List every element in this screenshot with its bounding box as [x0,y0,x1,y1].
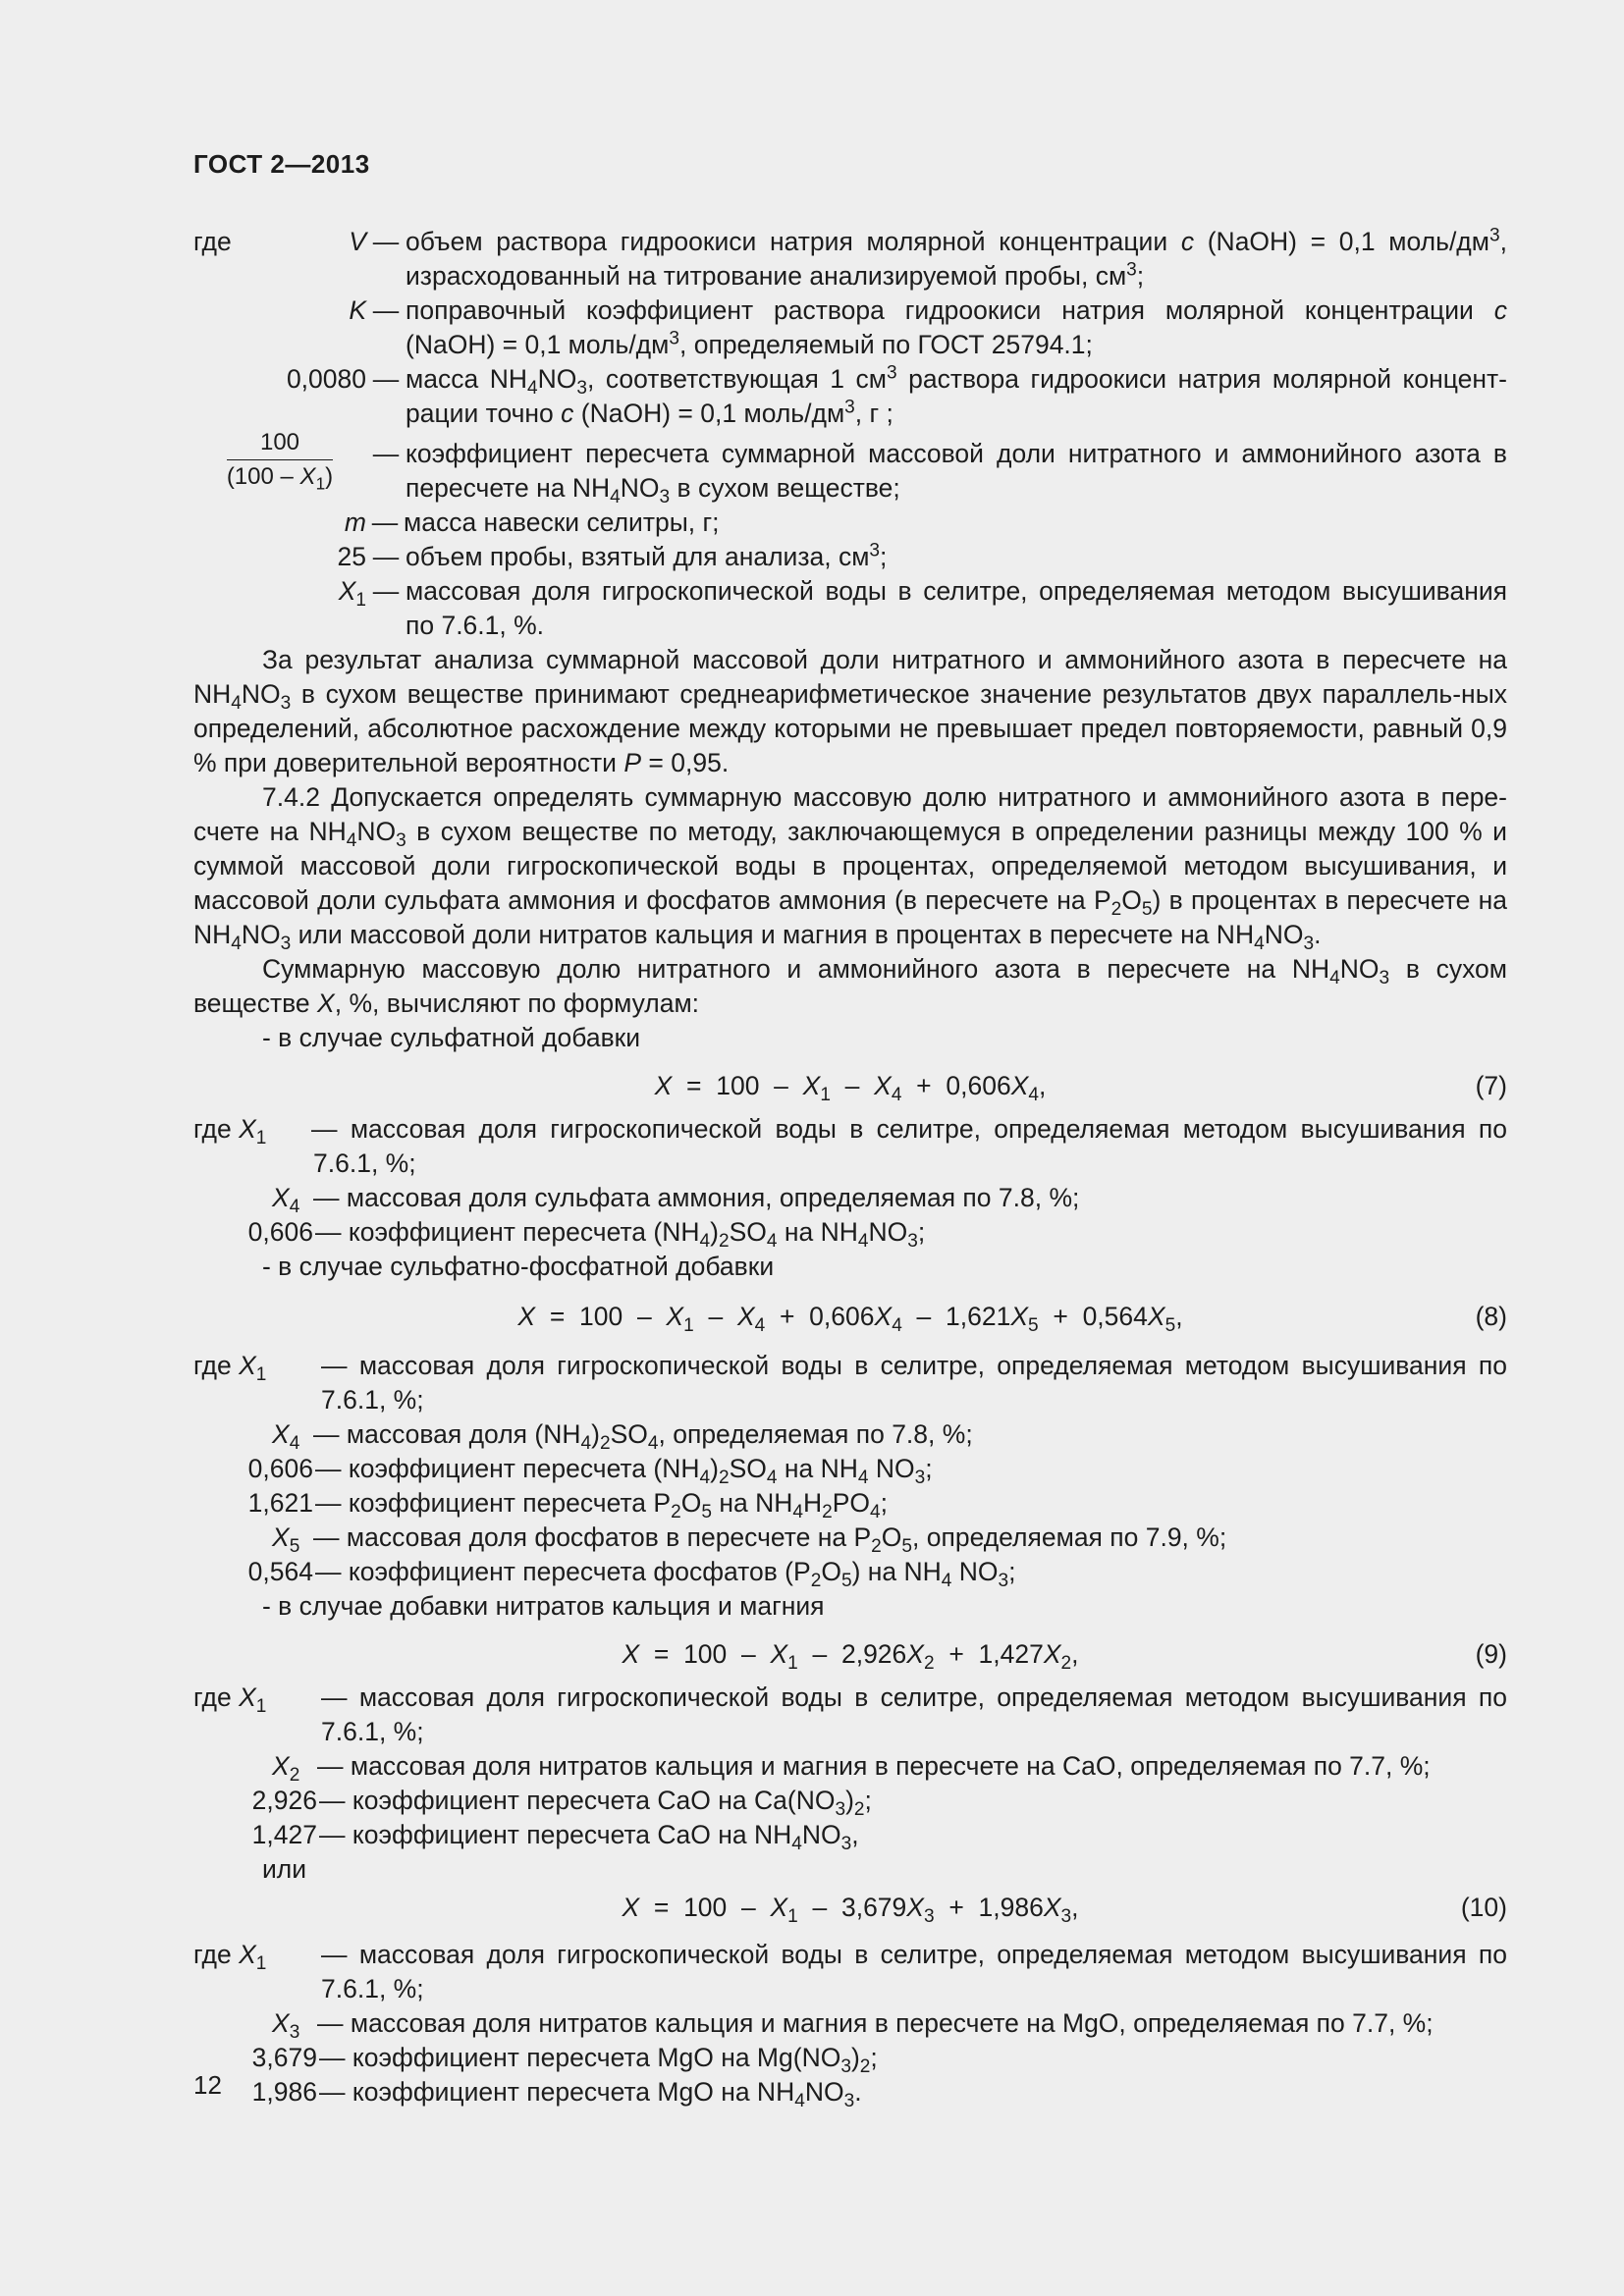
def7-X4: $X_4$ — массовая доля сульфата аммония, определяемая по 7.8, %; [272,1183,1080,1218]
def8-X4: $X_4$ — массовая доля $(NH_4)_2SO_4$, определяемая по 7.8, %; [272,1419,973,1455]
fraction-100: $\frac{100}{(100 - X_1)}$ [226,429,334,494]
def-fraction: $\frac{100}{(100 - X_1)}$ — коэффициент пересчета суммарной массовой доли нитратного и аммонийного азота в пересчете на $NH_4NO_3$ в сухом веществе; [226,429,1507,508]
page-number: 12 [193,2070,222,2100]
text-ili: или [262,1854,307,1884]
def-K: K — поправочный коэффициент раствора гидроокиси натрия молярной концентрации c (NaOH) = 0,1 моль/$дм^3$, определяемый по ГОСТ 25794.1; [193,294,1507,362]
def9-1427: 1,427 — коэффициент пересчета CaO на $NH_4NO_3$, [251,1820,859,1855]
formula-10: $X = 100 - X_1 - 3,679X_3 + 1,986X_3$, (10) [193,1881,1507,1934]
def8-X1-text: массовая доля гигроскопической воды в селитре, определяемая методом высушивания по 7.6.1, %; [321,1351,1507,1415]
document-body [193,225,1507,2112]
def-fraction-text: коэффициент пересчета суммарной массовой доли нитратного и аммонийного азота в пересчете на $NH_4NO_3$ в сухом веществе; [406,439,1507,508]
def-X1-top: $X_1$ — массовая доля гигроскопической воды в селитре, определяемая методом высушивания по 7.6.1, %. [193,574,1507,643]
def-X1-top-text: массовая доля гигроскопической воды в селитре, определяемая методом высушивания по 7.6.1, %. [406,576,1507,640]
def-V: где V — объем раствора гидроокиси натрия молярной концентрации c (NaOH) = 0,1 моль/$дм^3$, израсходованный на титрование анализируемой пробы, $см^3$; [193,225,1507,294]
def-25-text: объем пробы, взятый для анализа, $см^3$; [406,540,888,571]
def-0080-text: масса $NH_4NO_3$, соответствующая 1 $см^3$ раствора гидроокиси натрия молярной концент-рации точно c (NaOH) = 0,1 моль/$дм^3$, г ; [406,362,1507,428]
def7-X1: где $X_1$ — массовая доля гигроскопической воды в селитре, определяемая методом высушивания по 7.6.1, %; [193,1114,1507,1178]
def-K-text: поправочный коэффициент раствора гидроокиси натрия молярной концентрации c (NaOH) = 0,1 моль/$дм^3$, определяемый по ГОСТ 25794.1; [406,295,1507,359]
def7-X1-text: массовая доля гигроскопической воды в селитре, определяемая методом высушивания по 7.6.1, %; [313,1114,1507,1178]
bullet-sulfate-phosphate: - в случае сульфатно-фосфатной добавки [262,1252,775,1281]
formula-9: $X = 100 - X_1 - 2,926X_2 + 1,427X_2$, (9) [193,1628,1507,1681]
def8-0564: 0,564 — коэффициент пересчета фосфатов $(P_2O_5)$ на $NH_4$ $NO_3$; [247,1557,1016,1592]
formula-8-number: (8) [1475,1302,1507,1331]
formula-7: $X = 100 - X_1 - X_4 + 0,606X_4$, (7) [193,1059,1507,1112]
def7-0606: 0,606 — коэффициент пересчета $(NH_4)_2SO_4$ на $NH_4NO_3$; [247,1217,926,1253]
def9-X2: $X_2$ — массовая доля нитратов кальция и магния в пересчете на CaO, определяемая по 7.7, %; [272,1751,1431,1787]
def9-X2-text: массовая доля нитратов кальция и магния в пересчете на CaO, определяемая по 7.7, %; [350,1751,1431,1781]
formula-7-number: (7) [1475,1071,1507,1100]
formula-8: $X = 100 - X_1 - X_4 + 0,606X_4 - 1,621X_5 + 0,564X_5$, (8) [193,1290,1507,1343]
def10-X3: $X_3$ — массовая доля нитратов кальция и магния в пересчете на MgO, определяемая по 7.7, %; [272,2008,1434,2044]
def9-X1-text: массовая доля гигроскопической воды в селитре, определяемая методом высушивания по 7.6.1, %; [321,1682,1507,1746]
def10-X1: где $X_1$ — массовая доля гигроскопической воды в селитре, определяемая методом высушивания по 7.6.1, %; [193,1940,1507,2003]
symbol-K: K [349,295,366,325]
def9-2926: 2,926 — коэффициент пересчета CaO на $Ca(NO_3)_2$; [251,1786,872,1821]
def10-3679: 3,679 — коэффициент пересчета MgO на $Mg(NO_3)_2$; [251,2043,878,2078]
paragraph-formulas-intro: Суммарную массовую долю нитратного и аммонийного азота в пересчете на $NH_4NO_3$ в сухом веществе X, %, вычисляют по формулам: [193,954,1507,1018]
def-0080: 0,0080 — масса $NH_4NO_3$, соответствующая 1 $см^3$ раствора гидроокиси натрия молярной концент-рации точно c (NaOH) = 0,1 моль/$дм^3$, г ; [193,362,1507,431]
bullet-calcium-magnesium: - в случае добавки нитратов кальция и магния [262,1591,825,1621]
bullet-sulfate: - в случае сульфатной добавки [262,1023,641,1052]
document-header: ГОСТ 2—2013 [193,149,370,179]
def8-X1: где $X_1$ — массовая доля гигроскопической воды в селитре, определяемая методом высушивания по 7.6.1, %; [193,1351,1507,1415]
def8-0606: 0,606 — коэффициент пересчета $(NH_4)_2SO_4$ на $NH_4$ $NO_3$; [247,1454,933,1489]
def-m-text: масса навески селитры, г; [404,507,720,537]
def8-1621: 1,621 — коэффициент пересчета $P_2O_5$ на $NH_4H_2PO_4$; [247,1488,889,1523]
symbol-V: V [349,227,366,256]
def9-X1: где $X_1$ — массовая доля гигроскопической воды в селитре, определяемая методом высушивания по 7.6.1, %; [193,1682,1507,1746]
def-V-text: объем раствора гидроокиси натрия молярной концентрации c (NaOH) = 0,1 моль/$дм^3$, израсходованный на титрование анализируемой пробы, $см^3$; [406,225,1507,291]
def7-X4-text: массовая доля сульфата аммония, определяемая по 7.8, %; [346,1183,1080,1212]
def10-X1-text: массовая доля гигроскопической воды в селитре, определяемая методом высушивания по 7.6.1, %; [321,1940,1507,2003]
paragraph-result: За результат анализа суммарной массовой доли нитратного и аммонийного азота в пересчете на $NH_4NO_3$ в сухом веществе принимают среднеарифметическое значение результатов двух параллель-ных определений, абсолютное расхождение между которыми не превышает предел повторяемости, равный 0,9 % при доверительной вероятности P = 0,95. [193,645,1507,777]
def10-1986: 1,986 — коэффициент пересчета MgO на $NH_4NO_3$. [251,2077,862,2112]
label-gde: где [193,227,232,256]
paragraph-7-4-2: 7.4.2 Допускается определять суммарную массовую долю нитратного и аммонийного азота в пере-счете на $NH_4NO_3$ в сухом веществе по методу, заключающемуся в определении разницы между 100 % и суммой массовой доли гигроскопической воды в процентах, определяемой методом высушивания, и массовой доли сульфата аммония и фосфатов аммония (в пересчете на $P_2O_5$) в процентах в пересчете на $NH_4NO_3$ или массовой доли нитратов кальция и магния в процентах в пересчете на $NH_4NO_3$. [193,782,1507,955]
formula-9-number: (9) [1475,1639,1507,1669]
def10-X3-text: массовая доля нитратов кальция и магния в пересчете на MgO, определяемая по 7.7, %; [350,2008,1434,2038]
def-25: 25 — объем пробы, взятый для анализа, $см^3$; [193,540,1507,574]
def-m: m — масса навески селитры, г; [193,506,1507,540]
formula-10-number: (10) [1460,1893,1507,1922]
document-page [193,0,1507,2296]
symbol-m: m [344,507,366,537]
def8-X5: $X_5$ — массовая доля фосфатов в пересчете на $P_2O_5$, определяемая по 7.9, %; [272,1522,1227,1558]
